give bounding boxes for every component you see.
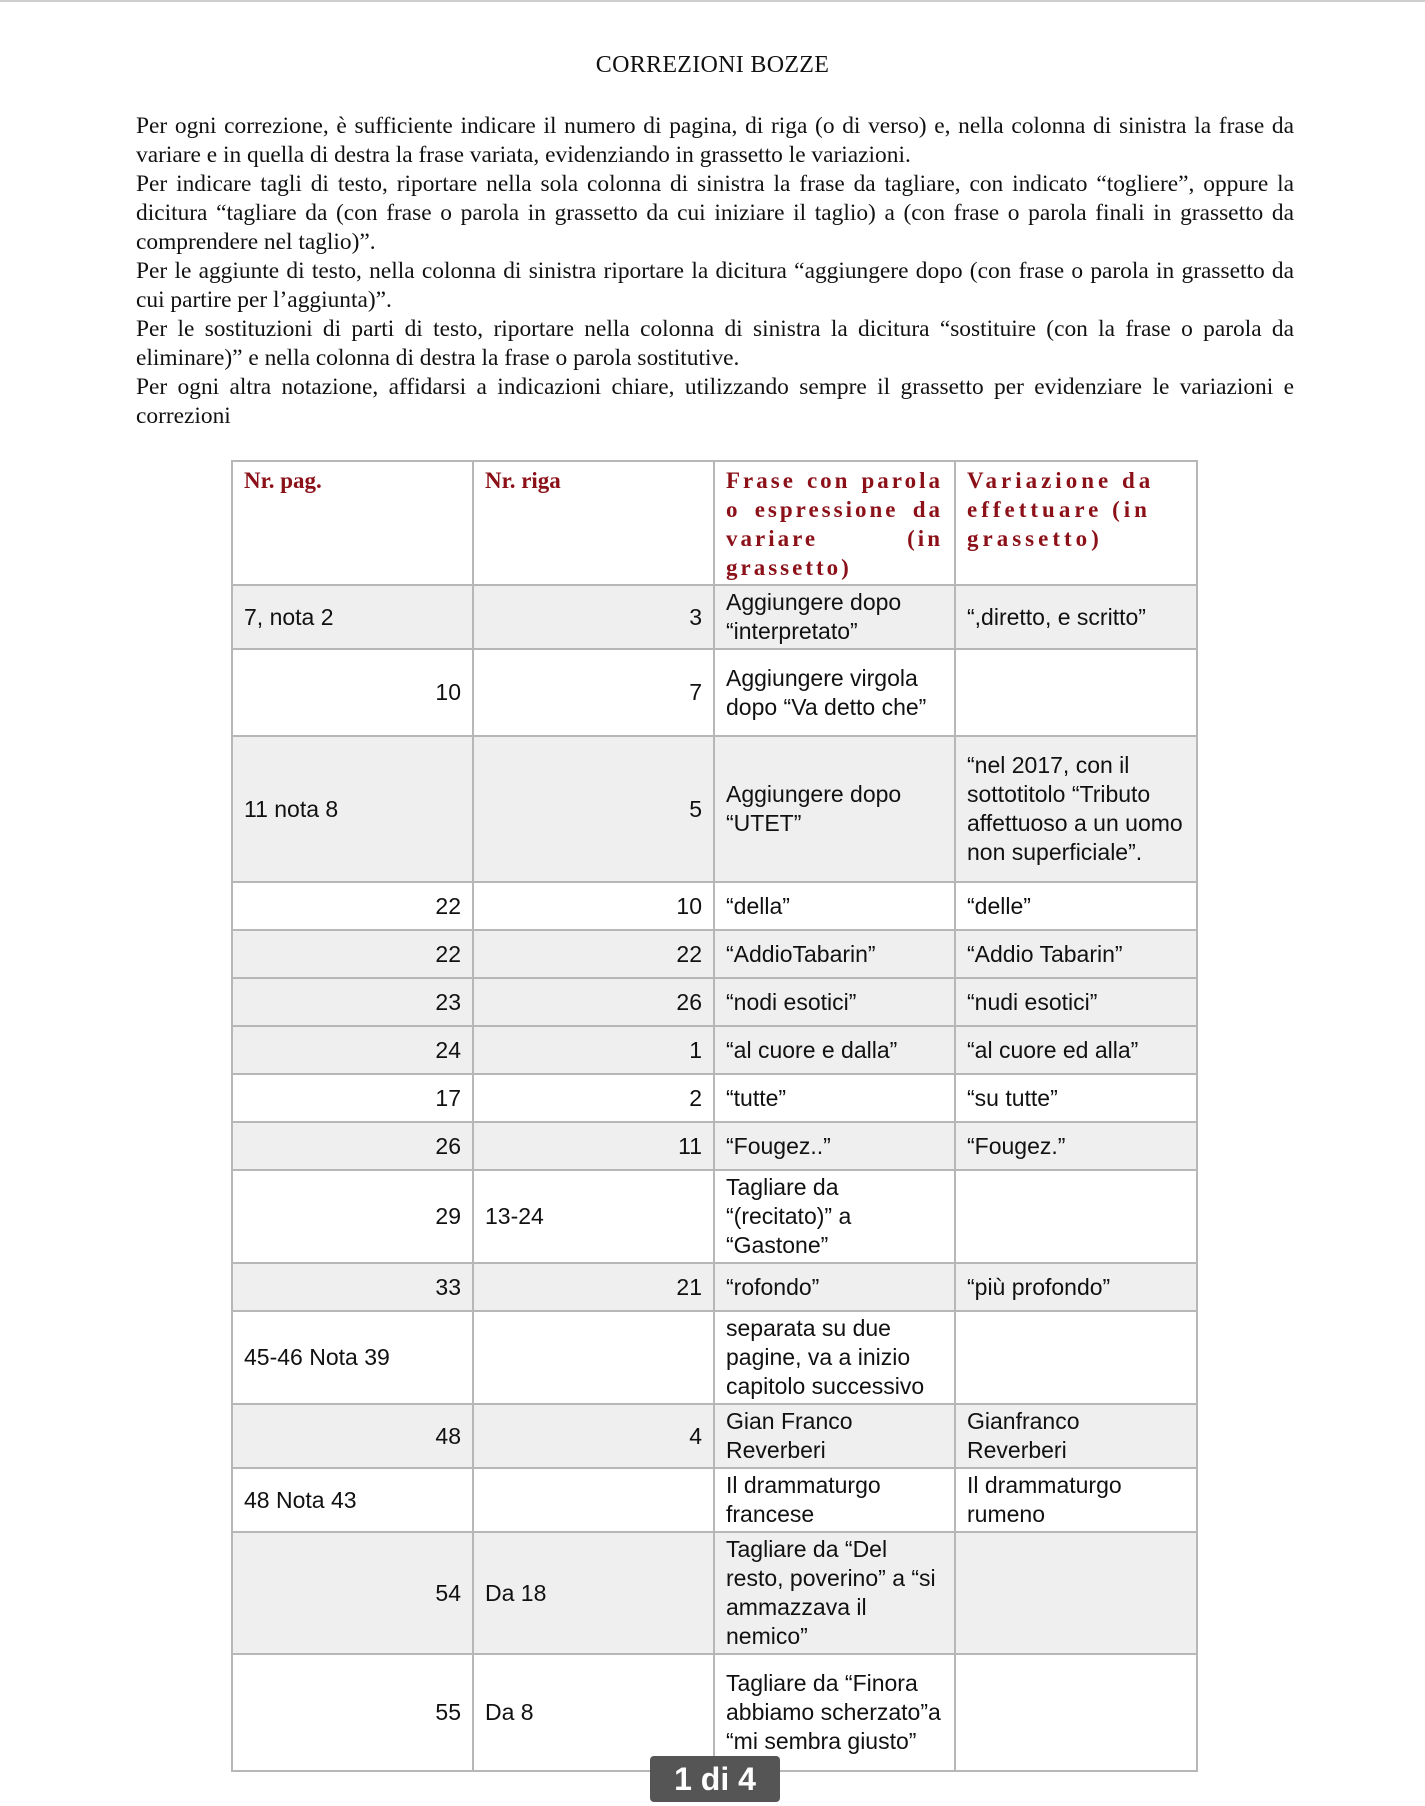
cell-phrase: Il drammaturgo francese	[714, 1468, 955, 1532]
cell-page: 48 Nota 43	[232, 1468, 473, 1532]
cell-change: “nudi esotici”	[955, 978, 1197, 1026]
cell-change: “Addio Tabarin”	[955, 930, 1197, 978]
instructions	[136, 112, 1294, 431]
document-title: CORREZIONI BOZZE	[595, 52, 830, 78]
cell-phrase: Tagliare da “(recitato)” a “Gastone”	[714, 1170, 955, 1263]
cell-change: “più profondo”	[955, 1263, 1197, 1311]
header-page: Nr. pag.	[232, 461, 473, 585]
cell-phrase: “rofondo”	[714, 1263, 955, 1311]
cell-line: 13-24	[473, 1170, 714, 1263]
instruction-paragraph: Per ogni correzione, è sufficiente indicare il numero di pagina, di riga (o di verso) e, nella colonna di sinistra la frase da variare e in quella di destra la frase variata, evidenziando in grassetto le variazioni.	[136, 113, 1294, 168]
cell-phrase: Tagliare da “Del resto, poverino” a “si ammazzava il nemico”	[714, 1532, 955, 1654]
cell-phrase: “della”	[714, 882, 955, 930]
cell-phrase: “AddioTabarin”	[714, 930, 955, 978]
header-change: Variazione da effettuare (in grassetto)	[955, 461, 1197, 585]
cell-page: 26	[232, 1122, 473, 1170]
cell-change	[955, 1311, 1197, 1404]
cell-change	[955, 1170, 1197, 1263]
cell-phrase: “tutte”	[714, 1074, 955, 1122]
cell-line: Da 8	[473, 1654, 714, 1771]
cell-change: Gianfranco Reverberi	[955, 1404, 1197, 1468]
cell-line: 4	[473, 1404, 714, 1468]
cell-line	[473, 1468, 714, 1532]
cell-line: 1	[473, 1026, 714, 1074]
cell-page: 7, nota 2	[232, 585, 473, 649]
cell-change: Il drammaturgo rumeno	[955, 1468, 1197, 1532]
cell-phrase: Gian Franco Reverberi	[714, 1404, 955, 1468]
cell-line: 22	[473, 930, 714, 978]
cell-phrase: “Fougez..”	[714, 1122, 955, 1170]
cell-page: 17	[232, 1074, 473, 1122]
cell-change	[955, 1654, 1197, 1771]
cell-phrase: Tagliare da “Finora abbiamo scherzato”a “mi sembra giusto”	[714, 1654, 955, 1771]
cell-page: 11 nota 8	[232, 736, 473, 882]
instruction-paragraph: Per le aggiunte di testo, nella colonna di sinistra riportare la dicitura “aggiungere dopo (con frase o parola in grassetto da cui partire per l’aggiunta)”.	[136, 258, 1294, 313]
cell-line: 2	[473, 1074, 714, 1122]
cell-phrase: Aggiungere dopo “interpretato”	[714, 585, 955, 649]
page-indicator: 1 di 4	[650, 1756, 780, 1802]
cell-phrase: separata su due pagine, va a inizio capitolo successivo	[714, 1311, 955, 1404]
cell-line: 10	[473, 882, 714, 930]
cell-change: “,diretto, e scritto”	[955, 585, 1197, 649]
cell-phrase: “nodi esotici”	[714, 978, 955, 1026]
cell-page: 29	[232, 1170, 473, 1263]
instruction-paragraph: Per le sostituzioni di parti di testo, riportare nella colonna di sinistra la dicitura “sostituire (con la frase o parola da eliminare)” e nella colonna di destra la frase o parola sostitutive.	[136, 316, 1294, 371]
cell-change: “al cuore ed alla”	[955, 1026, 1197, 1074]
cell-page: 33	[232, 1263, 473, 1311]
cell-line	[473, 1311, 714, 1404]
table-row	[232, 585, 1197, 649]
table-row	[232, 1654, 1197, 1771]
cell-page: 48	[232, 1404, 473, 1468]
cell-page: 45-46 Nota 39	[232, 1311, 473, 1404]
table-row	[232, 1074, 1197, 1122]
cell-phrase: Aggiungere dopo “UTET”	[714, 736, 955, 882]
cell-page: 23	[232, 978, 473, 1026]
cell-change: “Fougez.”	[955, 1122, 1197, 1170]
top-divider	[0, 0, 1425, 2]
table-row	[232, 1263, 1197, 1311]
cell-line: 5	[473, 736, 714, 882]
cell-page: 10	[232, 649, 473, 736]
instruction-paragraph: Per ogni altra notazione, affidarsi a indicazioni chiare, utilizzando sempre il grassetto per evidenziare le variazioni e correzioni	[136, 374, 1294, 429]
cell-line: 11	[473, 1122, 714, 1170]
cell-change	[955, 649, 1197, 736]
cell-page: 22	[232, 882, 473, 930]
corrections-table	[231, 460, 1198, 1772]
table-row	[232, 1532, 1197, 1654]
table-row	[232, 1468, 1197, 1532]
cell-page: 22	[232, 930, 473, 978]
table-row	[232, 978, 1197, 1026]
cell-change: “delle”	[955, 882, 1197, 930]
header-phrase: Frase con parola o espressione da variare (in grassetto)	[714, 461, 955, 585]
table-row	[232, 1170, 1197, 1263]
cell-line: 21	[473, 1263, 714, 1311]
table-header-row	[232, 461, 1197, 585]
table-row	[232, 1404, 1197, 1468]
cell-line: 26	[473, 978, 714, 1026]
header-line: Nr. riga	[473, 461, 714, 585]
table-row	[232, 649, 1197, 736]
cell-change: “su tutte”	[955, 1074, 1197, 1122]
table-row	[232, 1311, 1197, 1404]
cell-page: 55	[232, 1654, 473, 1771]
instruction-paragraph: Per indicare tagli di testo, riportare nella sola colonna di sinistra la frase da tagliare, con indicato “togliere”, oppure la dicitura “tagliare da (con frase o parola in grassetto da cui iniziare il taglio) a (con frase o parola finali in grassetto da comprendere nel taglio)”.	[136, 171, 1294, 255]
cell-line: Da 18	[473, 1532, 714, 1654]
cell-change	[955, 1532, 1197, 1654]
table-row	[232, 930, 1197, 978]
table-row	[232, 882, 1197, 930]
cell-page: 24	[232, 1026, 473, 1074]
table-row	[232, 1122, 1197, 1170]
cell-page: 54	[232, 1532, 473, 1654]
cell-line: 3	[473, 585, 714, 649]
cell-change: “nel 2017, con il sottotitolo “Tributo affettuoso a un uomo non superficiale”.	[955, 736, 1197, 882]
cell-phrase: Aggiungere virgola dopo “Va detto che”	[714, 649, 955, 736]
cell-phrase: “al cuore e dalla”	[714, 1026, 955, 1074]
table-row	[232, 1026, 1197, 1074]
cell-line: 7	[473, 649, 714, 736]
table-row	[232, 736, 1197, 882]
